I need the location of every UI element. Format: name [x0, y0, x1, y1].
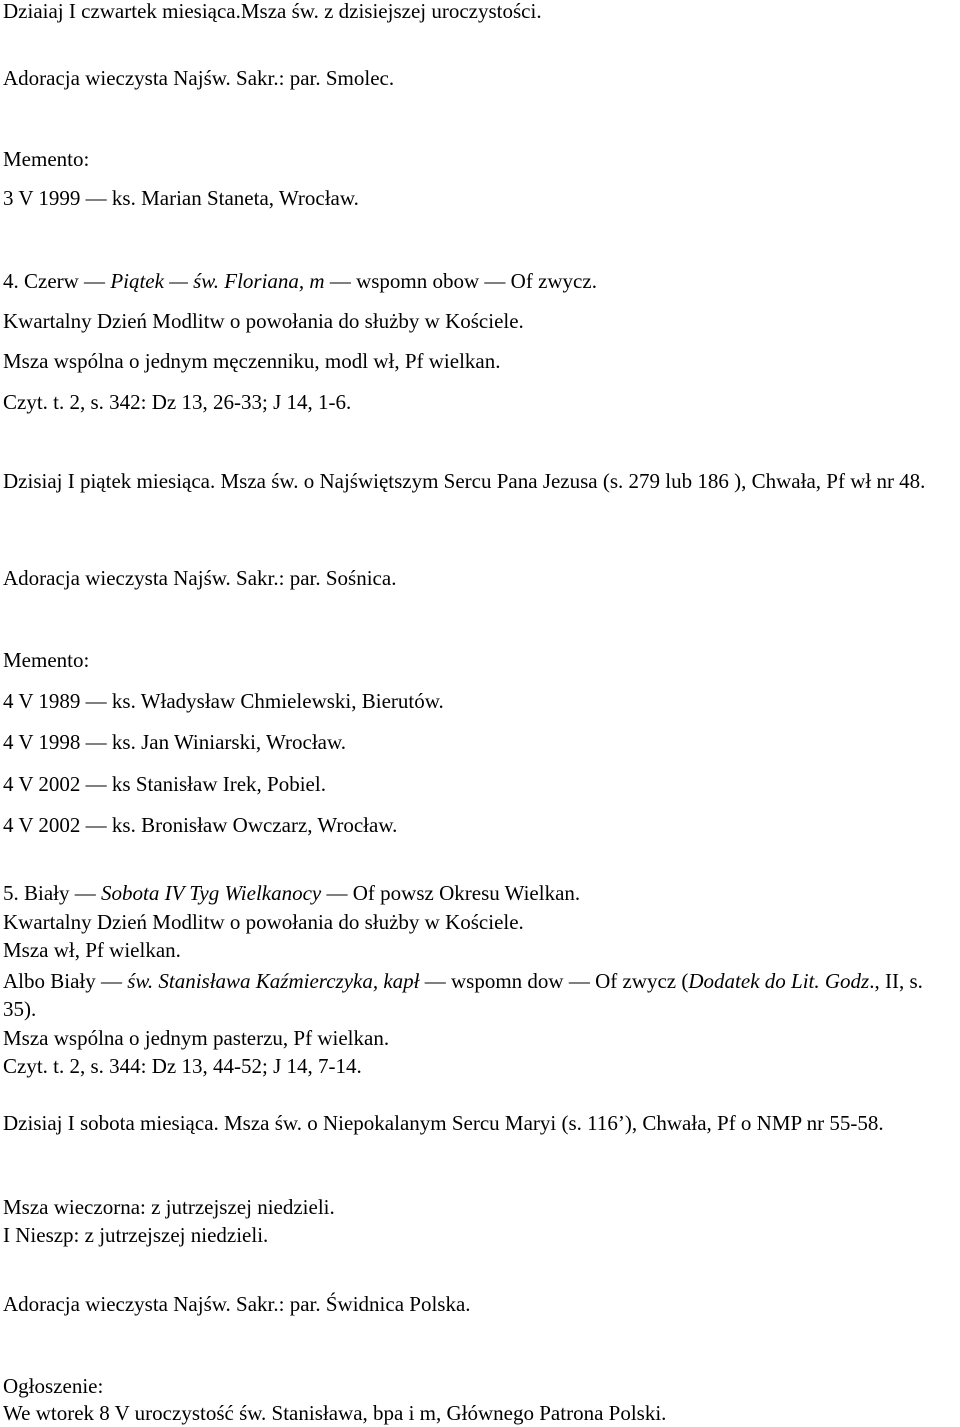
- section-heading: Memento:: [3, 648, 90, 672]
- text-line: Adoracja wieczysta Najśw. Sakr.: par. Sośnica.: [3, 566, 397, 590]
- text-line: Msza wieczorna: z jutrzejszej niedzieli.: [3, 1195, 335, 1219]
- memento-entry: 3 V 1999 — ks. Marian Staneta, Wrocław.: [3, 186, 359, 210]
- text-line: Msza wł, Pf wielkan.: [3, 938, 181, 962]
- italic-span: św. Stanisława Kaźmierczyka, kapł: [127, 969, 420, 993]
- memento-entry: 4 V 2002 — ks. Bronisław Owczarz, Wrocław.: [3, 813, 398, 837]
- day-heading: [3, 268, 597, 295]
- text-line: Kwartalny Dzień Modlitw o powołania do służby w Kościele.: [3, 910, 524, 934]
- text-line: Adoracja wieczysta Najśw. Sakr.: par. Smolec.: [3, 66, 395, 90]
- text-line: Czyt. t. 2, s. 342: Dz 13, 26-33; J 14, 1-6.: [3, 390, 352, 414]
- text-line: Msza wspólna o jednym męczenniku, modl wł, Pf wielkan.: [3, 349, 501, 373]
- text-span: Albo Biały —: [3, 969, 128, 993]
- section-heading: Memento:: [3, 147, 90, 171]
- italic-span: Sobota IV Tyg Wielkanocy: [101, 881, 322, 905]
- memento-entry: 4 V 1998 — ks. Jan Winiarski, Wrocław.: [3, 730, 347, 754]
- italic-span: Piątek — św. Floriana, m: [110, 269, 325, 293]
- text-line: I Nieszp: z jutrzejszej niedzieli.: [3, 1223, 269, 1247]
- text-line: Kwartalny Dzień Modlitw o powołania do służby w Kościele.: [3, 309, 524, 333]
- text-paragraph: Dzisiaj I sobota miesiąca. Msza św. o Niepokalanym Sercu Maryi (s. 116’), Chwała, Pf o NMP nr 55-58.: [3, 1111, 884, 1135]
- memento-entry: 4 V 2002 — ks Stanisław Irek, Pobiel.: [3, 772, 326, 796]
- section-heading: Ogłoszenie:: [3, 1374, 104, 1398]
- text-line: Adoracja wieczysta Najśw. Sakr.: par. Świdnica Polska.: [3, 1292, 471, 1316]
- italic-span: Dodatek do Lit. Godz: [688, 969, 870, 993]
- text-span: — Of powsz Okresu Wielkan.: [321, 881, 581, 905]
- text-span: ., II, s. 35).: [3, 969, 923, 1021]
- text-paragraph: [3, 967, 955, 1023]
- text-span: — wspomn obow — Of zwycz.: [324, 269, 597, 293]
- memento-entry: 4 V 1989 — ks. Władysław Chmielewski, Bierutów.: [3, 689, 444, 713]
- text-line: Dziaiaj I czwartek miesiąca.Msza św. z dzisiejszej uroczystości.: [3, 0, 542, 23]
- text-span: 5. Biały —: [3, 881, 101, 905]
- text-paragraph: Dzisiaj I piątek miesiąca. Msza św. o Najświętszym Sercu Pana Jezusa (s. 279 lub 186 ), Chwała, Pf wł nr 48.: [3, 469, 926, 493]
- day-heading: [3, 880, 580, 907]
- text-line: Msza wspólna o jednym pasterzu, Pf wielkan.: [3, 1026, 390, 1050]
- text-span: — wspomn dow — Of zwycz (: [419, 969, 689, 993]
- text-span: 4. Czerw —: [3, 269, 111, 293]
- text-line: Czyt. t. 2, s. 344: Dz 13, 44-52; J 14, 7-14.: [3, 1054, 362, 1078]
- text-line: We wtorek 8 V uroczystość św. Stanisława, bpa i m, Głównego Patrona Polski.: [3, 1401, 667, 1425]
